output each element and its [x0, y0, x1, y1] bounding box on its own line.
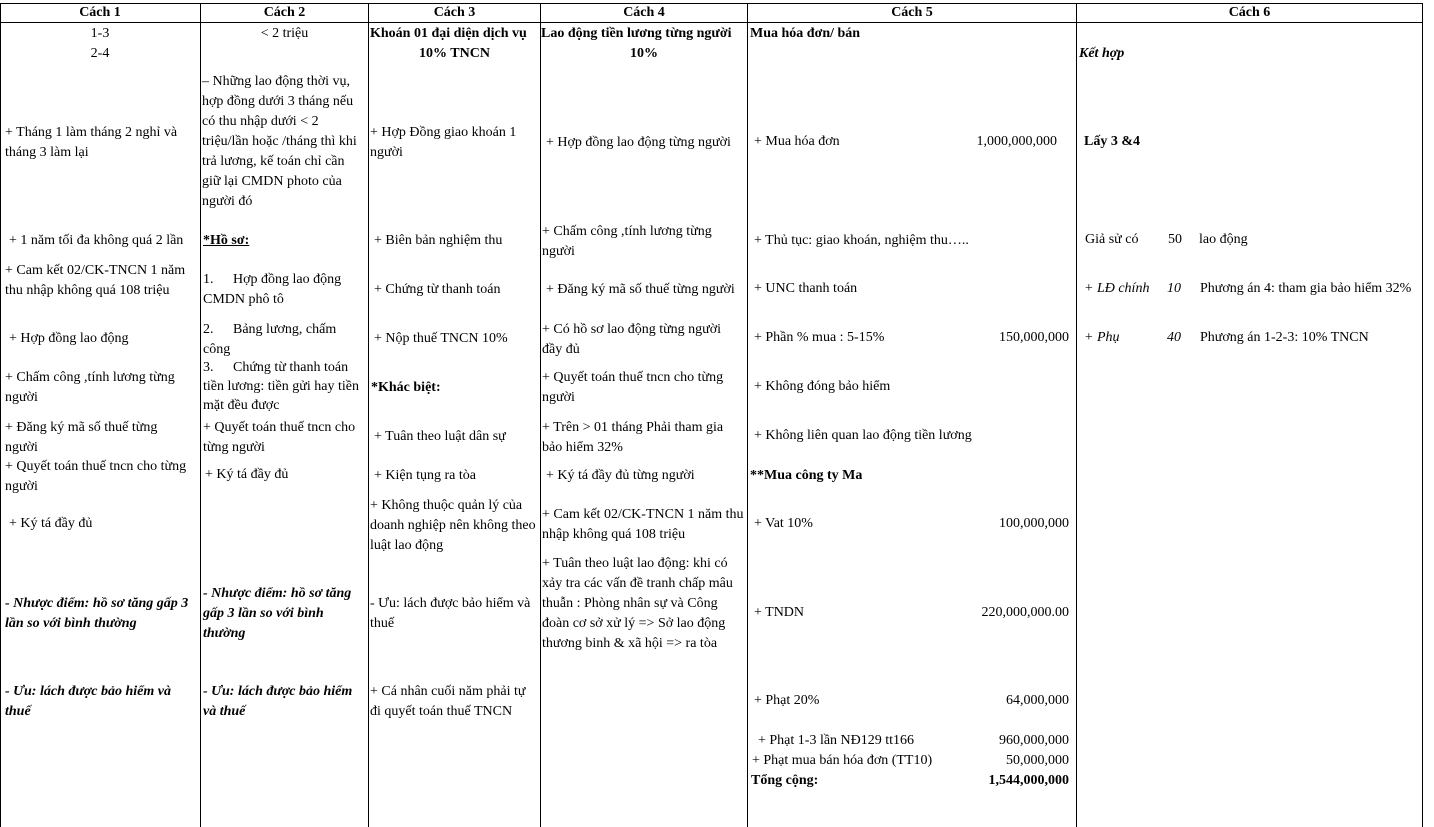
c5-value: 150,000,000 [999, 330, 1069, 345]
c1-top2: 2-4 [90, 46, 110, 61]
c5-total-label: Tổng cộng: [751, 773, 819, 788]
grid-line [1076, 3, 1077, 827]
c2-item: + Ký tá đầy đủ [205, 467, 289, 482]
c3-item: + Chứng từ thanh toán [374, 282, 501, 297]
c6-plan: Phương án 4: tham gia bảo hiểm 32% [1200, 281, 1412, 296]
c1-item: + Đăng ký mã số thuế từng người [5, 420, 158, 455]
c2-num: 3. [203, 360, 214, 375]
c1-item: + 1 năm tối đa không quá 2 lần [9, 233, 184, 248]
c5-value: 100,000,000 [999, 516, 1069, 531]
c5-label: + Phạt mua bán hóa đơn (TT10) [752, 753, 933, 768]
c3-item: + Nộp thuế TNCN 10% [374, 331, 508, 346]
c5-label: + Mua hóa đơn [754, 134, 840, 149]
c6-num: 40 [1167, 330, 1181, 345]
header-cach-2: Cách 2 [263, 5, 306, 20]
c2-record: Hợp đồng lao động CMDN phô tô [203, 272, 342, 307]
c2-cons: - Nhược điểm: hồ sơ tăng gấp 3 lần so với bình thường [203, 586, 352, 641]
c3-item: + Hợp Đồng giao khoán 1 người [370, 125, 517, 160]
c6-plan: Phương án 1-2-3: 10% TNCN [1200, 330, 1369, 345]
c1-item: + Chấm công ,tính lương từng người [5, 370, 175, 405]
c4-item: + Tuân theo luật lao động: khi có xảy tra các vấn đề tranh chấp mâu thuẫn : Phòng nhân sự và Công đoàn cơ sở xử lý => Sở lao động thương binh & xã hội => ra tòa [542, 556, 733, 651]
grid-line [0, 22, 1423, 23]
c6-label: + Phụ [1084, 330, 1120, 345]
c4-item: + Chấm công ,tính lương từng người [542, 224, 712, 259]
header-cach-5: Cách 5 [891, 5, 933, 20]
c5-label: + Phần % mua : 5-15% [754, 330, 885, 345]
c6-pick: Lấy 3 &4 [1084, 134, 1140, 149]
c2-record: Bảng lương, chấm công [203, 322, 337, 357]
header-cach-1: Cách 1 [79, 5, 121, 20]
c3-title: Khoán 01 đại diện dịch vụ [370, 26, 527, 41]
c5-value: 960,000,000 [999, 733, 1069, 748]
c1-top1: 1-3 [90, 26, 110, 41]
c5-title: Mua hóa đơn/ bán [750, 26, 861, 41]
c4-item: + Trên > 01 tháng Phải tham gia bảo hiểm 32% [542, 420, 724, 455]
c5-value: 50,000,000 [1006, 753, 1069, 768]
c5-item: + Thủ tục: giao khoán, nghiệm thu….. [754, 233, 969, 248]
c1-item: + Quyết toán thuế tncn cho từng người [5, 459, 187, 494]
c2-pros: - Ưu: lách được bảo hiểm và thuế [203, 684, 353, 719]
c3-item: + Kiện tụng ra tòa [374, 468, 476, 483]
c2-num: 2. [203, 322, 214, 337]
c6-num: 10 [1167, 281, 1181, 296]
header-cach-3: Cách 3 [433, 5, 476, 20]
c3-diff-heading: *Khác biệt: [371, 380, 441, 395]
c6-title: Kết hợp [1079, 46, 1125, 61]
c5-item: + UNC thanh toán [754, 281, 858, 296]
c4-item: + Có hồ sơ lao động từng người đầy đủ [542, 322, 722, 357]
c4-subtitle: 10% [630, 46, 658, 61]
c2-record: Chứng từ thanh toán tiền lương: tiền gửi hay tiền mặt đều được [203, 360, 359, 413]
c5-item: + Không đóng bảo hiểm [754, 379, 891, 394]
c6-unit: lao động [1199, 232, 1248, 247]
c3-item: - Ưu: lách được bảo hiểm và thuế [370, 596, 531, 631]
c5-value: 1,000,000,000 [976, 134, 1057, 149]
c4-item: + Quyết toán thuế tncn cho từng người [542, 370, 724, 405]
grid-line [540, 3, 541, 827]
c5-label: + Phạt 1-3 lần NĐ129 tt166 [758, 733, 915, 748]
grid-line [747, 3, 748, 827]
c4-item: + Hợp đồng lao động từng người [546, 135, 731, 150]
c1-pros: - Ưu: lách được bảo hiểm và thuế [5, 684, 171, 719]
c6-label: + LĐ chính [1084, 281, 1150, 296]
header-cach-6: Cách 6 [1228, 5, 1271, 20]
grid-line [200, 3, 201, 827]
header-cach-4: Cách 4 [623, 5, 665, 20]
c6-num: 50 [1168, 232, 1182, 247]
c1-item: + Tháng 1 làm tháng 2 nghỉ và tháng 3 làm lại [5, 125, 178, 160]
c4-title: Lao động tiền lương từng người [541, 26, 732, 41]
c1-item: + Hợp đồng lao động [9, 331, 129, 346]
c6-label: Giả sử có [1085, 232, 1139, 247]
grid-line [1422, 3, 1423, 827]
c2-note: – Những lao động thời vụ, hợp đồng dưới 3 tháng nếu có thu nhập dưới < 2 triệu/lần hoặc /tháng thì khi trả lương, kế toán chỉ cần giữ lại CMDN photo của người đó [202, 74, 357, 209]
c5-label: + Vat 10% [754, 516, 813, 531]
c3-item: + Tuân theo luật dân sự [374, 429, 506, 444]
c5-heading: **Mua công ty Ma [750, 468, 863, 483]
c3-item: + Không thuộc quản lý của doanh nghiệp nên không theo luật lao động [370, 498, 536, 553]
c1-item: + Ký tá đầy đủ [9, 516, 93, 531]
c1-item: + Cam kết 02/CK-TNCN 1 năm thu nhập không quá 108 triệu [5, 263, 186, 298]
c4-item: + Đăng ký mã số thuế từng người [546, 282, 735, 297]
c5-value: 64,000,000 [1006, 693, 1069, 708]
c2-item: + Quyết toán thuế tncn cho từng người [203, 420, 356, 455]
c3-item: + Biên bản nghiệm thu [374, 233, 503, 248]
c5-label: + Phạt 20% [754, 693, 820, 708]
c5-value: 220,000,000.00 [981, 605, 1069, 620]
c3-item: + Cá nhân cuối năm phải tự đi quyết toán thuế TNCN [370, 684, 526, 719]
c4-item: + Ký tá đầy đủ từng người [546, 468, 695, 483]
c5-total-value: 1,544,000,000 [988, 773, 1069, 788]
c2-top: < 2 triệu [260, 26, 309, 41]
c5-item: + Không liên quan lao động tiền lương [754, 428, 972, 443]
c2-num: 1. [203, 272, 214, 287]
grid-line [0, 3, 1, 827]
grid-line [368, 3, 369, 827]
c4-item: + Cam kết 02/CK-TNCN 1 năm thu nhập không quá 108 triệu [542, 507, 744, 542]
c1-cons: - Nhược điểm: hồ sơ tăng gấp 3 lần so với bình thường [5, 596, 189, 631]
c5-label: + TNDN [754, 605, 805, 620]
c3-subtitle: 10% TNCN [419, 46, 490, 61]
c2-records-heading: *Hồ sơ: [203, 233, 250, 248]
